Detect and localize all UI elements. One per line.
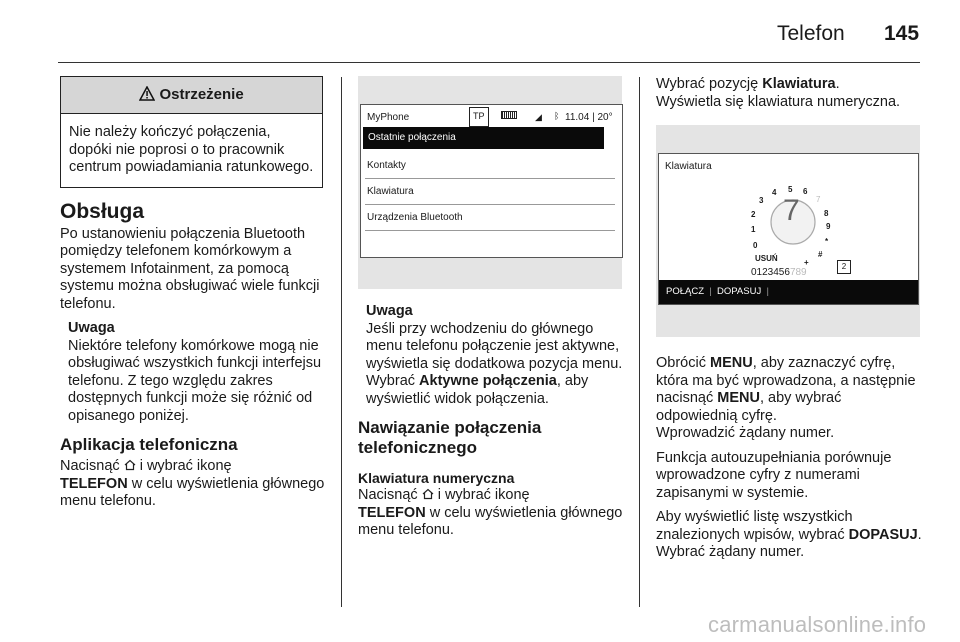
screen-title: Klawiatura [665, 161, 712, 172]
digit-8[interactable]: 8 [824, 209, 829, 218]
bluetooth-icon: ᛒ [554, 111, 560, 121]
right-column [656, 76, 926, 569]
section-title-app: Aplikacja telefoniczna [60, 435, 238, 454]
subsection-title-keypad: Klawiatura numeryczna [358, 470, 515, 486]
connect-softkey[interactable]: POŁĄCZ [666, 286, 705, 297]
digit-1[interactable]: 1 [751, 225, 756, 234]
digit-6[interactable]: 6 [803, 187, 808, 196]
screen-title: MyPhone [367, 112, 410, 123]
tp-badge: TP [469, 107, 489, 127]
menu-item-keypad[interactable]: Klawiatura [365, 183, 615, 205]
digit-3[interactable]: 3 [759, 196, 764, 205]
signal-icon: ◢ [535, 112, 542, 122]
battery-icon [501, 111, 517, 119]
middle-column [358, 76, 624, 547]
menu-item-recent-calls[interactable]: Ostatnie połączenia [363, 127, 604, 149]
autocomplete-paragraph: Funkcja autouzupełniania porównuje wprowadzone cyfry z numerami zapisanymi w systemie. [656, 449, 892, 501]
note-block-2: Uwaga Jeśli przy wchodzeniu do głównego menu telefonu połączenie jest aktywne, wyświetla się dodatkowa pozycja menu. Wybrać Aktywne połączenia, aby wyświetlić widok połączenia. [366, 303, 623, 407]
warning-header [61, 77, 322, 114]
digit-star[interactable]: * [825, 237, 829, 246]
warning-box [60, 76, 323, 188]
note-title: Uwaga [366, 303, 413, 319]
column-divider [639, 77, 640, 607]
digit-0[interactable]: 0 [753, 241, 758, 250]
home-icon [422, 488, 434, 500]
page-number: 145 [884, 22, 920, 45]
section-title-obsluga: Obsługa [60, 199, 145, 223]
keypad-softkey-bar: POŁĄCZ | DOPASUJ | [659, 280, 918, 304]
menu-item-bluetooth-devices[interactable]: Urządzenia Bluetooth [365, 209, 615, 231]
clock: 11.04 | 20° [565, 112, 613, 123]
column-divider [341, 77, 342, 607]
select-keypad-paragraph: Wybrać pozycję Klawiatura. Wyświetla się klawiatura numeryczna. [656, 76, 901, 110]
selected-digit: 7 [783, 194, 800, 227]
digit-plus[interactable]: + [804, 258, 809, 267]
digit-5[interactable]: 5 [788, 185, 793, 194]
warning-text: Nie należy kończyć połączenia, dopóki nie poprosi o to pracownik centrum powiadamiania ratunkowego. [69, 124, 314, 175]
match-paragraph: Aby wyświetlić listę wszystkich znalezionych wpisów, wybrać DOPASUJ. Wybrać żądany numer. [656, 509, 922, 560]
header-rule [58, 62, 920, 63]
warning-icon [139, 86, 159, 103]
menu-item-contacts[interactable]: Kontakty [365, 157, 615, 179]
keypad-paragraph: Nacisnąć i wybrać ikonę TELEFON w celu wyświetlenia głównego menu telefonu. [358, 487, 623, 538]
number-badge: 2 [837, 260, 851, 274]
note-text: Niektóre telefony komórkowe mogą nie obsługiwać wszystkich funkcji interfejsu telefonu. Z tego względu zakres dostępnych funkcji może się różnić od opisanego poniżej. [68, 337, 322, 424]
digit-7[interactable]: 7 [816, 195, 821, 204]
intro-paragraph: Po ustanowieniu połączenia Bluetooth pomiędzy telefonem komórkowym a systemem Infotainment, za pomocą systemu można obsługiwać wiele funkcji telefonu. [60, 225, 320, 312]
keypad-screen-figure [656, 125, 920, 337]
keypad-screen [658, 153, 919, 305]
rotate-menu-paragraph: Obrócić MENU, aby zaznaczyć cyfrę, która ma być wprowadzona, a następnie nacisnąć MENU, aby wybrać odpowiednią cyfrę. Wprowadzić żądany numer. [656, 355, 916, 441]
phone-screen-figure [358, 76, 622, 289]
app-paragraph: Nacisnąć i wybrać ikonę TELEFON w celu wyświetlenia głównego menu telefonu. [60, 458, 325, 509]
note-block [68, 320, 330, 425]
delete-key[interactable]: USUŃ [755, 254, 778, 263]
entered-number: 0123456789 [751, 267, 807, 278]
warning-title: Ostrzeżenie [159, 86, 244, 103]
left-column [60, 76, 330, 518]
section-title-call: Nawiązanie połączenia telefonicznego [358, 418, 542, 457]
running-header-title: Telefon [777, 22, 845, 45]
digit-4[interactable]: 4 [772, 188, 777, 197]
digit-9[interactable]: 9 [826, 222, 831, 231]
match-softkey[interactable]: DOPASUJ [717, 286, 762, 297]
digit-hash[interactable]: # [818, 250, 823, 259]
note-title: Uwaga [68, 320, 115, 336]
digit-2[interactable]: 2 [751, 210, 756, 219]
phone-screen [360, 104, 623, 258]
watermark: carmanualsonline.info [708, 612, 927, 637]
home-icon [124, 459, 136, 471]
